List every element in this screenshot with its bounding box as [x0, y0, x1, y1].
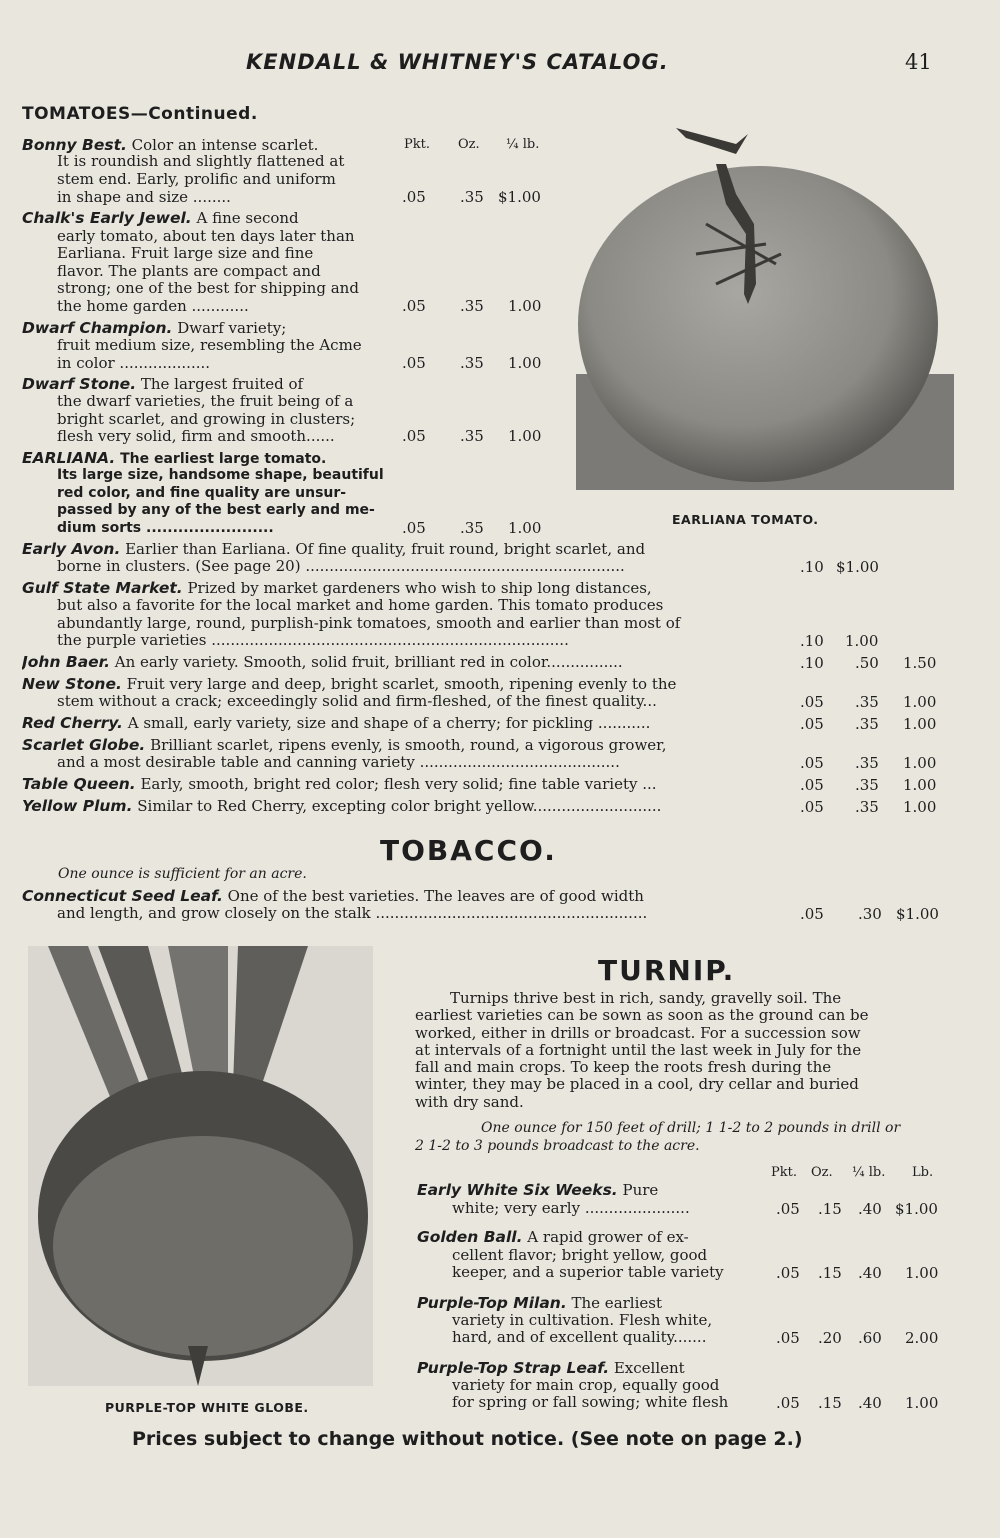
- price-pkt: .05: [776, 1264, 800, 1282]
- list-item: Table Queen. Early, smooth, bright red color; flesh very solid; fine table variety ...: [22, 776, 657, 793]
- price-pkt: .05: [800, 693, 824, 711]
- item-desc-line: flesh very solid, firm and smooth......: [57, 427, 335, 445]
- item-desc-line: the home garden ............: [57, 297, 249, 315]
- list-item: Purple-Top Strap Leaf. Excellent: [417, 1359, 685, 1377]
- item-desc-line: for spring or fall sowing; white flesh: [452, 1393, 729, 1411]
- item-desc-line: passed by any of the best early and me-: [57, 502, 375, 518]
- price-pkt: .05: [402, 188, 426, 206]
- price-pkt: .05: [402, 427, 426, 445]
- intro-line: worked, either in drills or broadcast. For a succession sow: [415, 1023, 861, 1042]
- list-item: Red Cherry. A small, early variety, size and shape of a cherry; for pickling ...........: [22, 715, 651, 732]
- list-item: Early White Six Weeks. Pure: [417, 1181, 659, 1199]
- price-quarter-lb: 1.00: [508, 519, 542, 537]
- price-oz: .35: [855, 798, 879, 816]
- price-oz: 1.00: [845, 632, 879, 650]
- price-quarter-lb: 1.00: [903, 693, 937, 711]
- price-oz: .20: [818, 1329, 842, 1347]
- intro-line: earliest varieties can be sown as soon as the ground can be: [415, 1006, 869, 1025]
- intro-line: with dry sand.: [415, 1092, 524, 1111]
- item-desc-line: borne in clusters. (See page 20) ...................................................................: [57, 558, 625, 575]
- price-pkt: .10: [800, 632, 824, 650]
- page-number: 41: [905, 50, 932, 74]
- intro-line: Turnips thrive best in rich, sandy, gravelly soil. The: [450, 989, 842, 1007]
- purple-top-turnip-image: [28, 946, 373, 1386]
- price-lb: $1.00: [895, 1200, 938, 1218]
- item-desc-line: bright scarlet, and growing in clusters;: [57, 410, 356, 428]
- price-oz: .35: [460, 427, 484, 445]
- col-header-lb: Lb.: [912, 1165, 934, 1180]
- price-pkt: .05: [776, 1394, 800, 1412]
- item-desc-line: red color, and fine quality are unsur-: [57, 485, 347, 501]
- price-oz: .35: [855, 693, 879, 711]
- note-line: 2 1-2 to 3 pounds broadcast to the acre.: [415, 1137, 700, 1154]
- price-pkt: .05: [776, 1200, 800, 1218]
- item-desc-line: abundantly large, round, purplish-pink tomatoes, smooth and earlier than most of: [57, 614, 681, 632]
- price-oz: .35: [855, 776, 879, 794]
- price-lb: 1.00: [905, 1394, 939, 1412]
- list-item: EARLIANA. The earliest large tomato.: [22, 449, 327, 467]
- item-desc-line: in shape and size ........: [57, 188, 231, 206]
- price-oz: .15: [818, 1394, 842, 1412]
- price-pkt: .05: [402, 297, 426, 315]
- price-pkt: .05: [402, 519, 426, 537]
- item-desc-line: stem without a crack; exceedingly solid and firm-fleshed, of the finest quality...: [57, 693, 657, 710]
- price-pkt: .05: [800, 754, 824, 772]
- list-item: Yellow Plum. Similar to Red Cherry, excepting color bright yellow...........................: [22, 798, 662, 815]
- list-item: New Stone. Fruit very large and deep, bright scarlet, smooth, ripening evenly to the: [22, 675, 677, 693]
- intro-line: winter, they may be placed in a cool, dry cellar and buried: [415, 1075, 859, 1094]
- intro-line: at intervals of a fortnight until the last week in July for the: [415, 1040, 862, 1059]
- list-item: Chalk's Early Jewel. A fine second: [22, 209, 299, 227]
- tobacco-heading: TOBACCO.: [380, 834, 557, 867]
- price-quarter-lb: .40: [858, 1264, 882, 1282]
- turnip-intro: [415, 989, 869, 1111]
- footer-note: Prices subject to change without notice. (See note on page 2.): [132, 1428, 803, 1450]
- price-quarter-lb: .40: [858, 1200, 882, 1218]
- item-desc-line: the dwarf varieties, the fruit being of a: [57, 392, 354, 410]
- list-item: Scarlet Globe. Brilliant scarlet, ripens evenly, is smooth, round, a vigorous grower,: [22, 737, 667, 754]
- item-desc-line: hard, and of excellent quality.......: [452, 1328, 707, 1346]
- list-item: Early Avon. Earlier than Earliana. Of fine quality, fruit round, bright scarlet, and: [22, 540, 646, 558]
- price-pkt: .05: [800, 905, 824, 923]
- price-pkt: .05: [776, 1329, 800, 1347]
- turnip-heading: TURNIP.: [598, 954, 736, 987]
- tomatoes-heading: TOMATOES—Continued.: [22, 104, 258, 124]
- item-desc-line: cellent flavor; bright yellow, good: [452, 1246, 708, 1264]
- price-quarter-lb: 1.00: [903, 715, 937, 733]
- col-header-pkt: Pkt.: [404, 137, 430, 152]
- item-desc-line: stem end. Early, prolific and uniform: [57, 170, 336, 188]
- earliana-caption: EARLIANA TOMATO.: [672, 512, 819, 527]
- price-pkt: .05: [800, 776, 824, 794]
- list-item: John Baer. An early variety. Smooth, solid fruit, brilliant red in color................: [22, 654, 623, 671]
- item-desc-line: variety for main crop, equally good: [452, 1376, 720, 1394]
- price-oz: .15: [818, 1264, 842, 1282]
- intro-line: fall and main crops. To keep the roots fresh during the: [415, 1058, 832, 1077]
- list-item: Connecticut Seed Leaf. One of the best varieties. The leaves are of good width: [22, 887, 644, 905]
- price-oz: .35: [460, 188, 484, 206]
- price-pkt: .05: [800, 798, 824, 816]
- price-quarter-lb: $1.00: [896, 905, 939, 923]
- price-oz: .50: [855, 654, 879, 672]
- col-header-quarter-lb: ¼ lb.: [852, 1165, 886, 1180]
- item-desc-line: and a most desirable table and canning variety ..........................................: [57, 754, 620, 771]
- turnip-caption: PURPLE-TOP WHITE GLOBE.: [105, 1400, 309, 1415]
- price-quarter-lb: 1.00: [903, 798, 937, 816]
- price-quarter-lb: .60: [858, 1329, 882, 1347]
- price-oz: .15: [818, 1200, 842, 1218]
- price-quarter-lb: .40: [858, 1394, 882, 1412]
- item-desc-line: but also a favorite for the local market and home garden. This tomato produces: [57, 596, 664, 614]
- list-item: Golden Ball. A rapid grower of ex-: [417, 1228, 689, 1246]
- price-oz: .35: [855, 715, 879, 733]
- note-line: One ounce for 150 feet of drill; 1 1-2 to 2 pounds in drill or: [481, 1120, 901, 1136]
- list-item: Dwarf Champion. Dwarf variety;: [22, 319, 287, 337]
- item-desc-line: variety in cultivation. Flesh white,: [452, 1311, 713, 1329]
- tobacco-note: One ounce is sufficient for an acre.: [58, 866, 307, 882]
- list-item: Dwarf Stone. The largest fruited of: [22, 375, 304, 393]
- price-quarter-lb: 1.50: [903, 654, 937, 672]
- price-lb: 2.00: [905, 1329, 939, 1347]
- item-desc-line: dium sorts ........................: [57, 520, 274, 536]
- turnip-note: [415, 1120, 900, 1155]
- item-desc-line: white; very early ......................: [452, 1199, 690, 1217]
- item-desc-line: Earliana. Fruit large size and fine: [57, 244, 314, 262]
- price-oz: .35: [460, 354, 484, 372]
- col-header-pkt: Pkt.: [771, 1165, 797, 1180]
- col-header-oz: Oz.: [458, 137, 480, 152]
- item-desc-line: in color ...................: [57, 354, 211, 372]
- list-item: Purple-Top Milan. The earliest: [417, 1294, 662, 1312]
- price-quarter-lb: 1.00: [508, 427, 542, 445]
- earliana-tomato-image: [576, 104, 954, 490]
- item-desc-line: Its large size, handsome shape, beautiful: [57, 467, 384, 483]
- item-desc-line: keeper, and a superior table variety: [452, 1263, 724, 1281]
- catalog-title: KENDALL & WHITNEY'S CATALOG.: [246, 50, 669, 74]
- price-quarter-lb: 1.00: [508, 297, 542, 315]
- item-desc-line: flavor. The plants are compact and: [57, 262, 321, 280]
- price-pkt: .05: [800, 715, 824, 733]
- item-desc-line: and length, and grow closely on the stalk .........................................................: [57, 905, 648, 922]
- price-quarter-lb: 1.00: [903, 776, 937, 794]
- price-pkt: .10: [800, 654, 824, 672]
- price-oz: .35: [460, 297, 484, 315]
- price-quarter-lb: $1.00: [498, 188, 541, 206]
- list-item: Bonny Best. Color an intense scarlet.: [22, 136, 319, 154]
- price-lb: 1.00: [905, 1264, 939, 1282]
- price-pkt: .05: [402, 354, 426, 372]
- list-item: Gulf State Market. Prized by market gardeners who wish to ship long distances,: [22, 579, 652, 597]
- item-desc-line: It is roundish and slightly flattened at: [57, 152, 345, 170]
- item-desc-line: fruit medium size, resembling the Acme: [57, 336, 362, 354]
- col-header-quarter-lb: ¼ lb.: [506, 137, 540, 152]
- price-quarter-lb: 1.00: [508, 354, 542, 372]
- item-desc-line: early tomato, about ten days later than: [57, 227, 355, 245]
- price-oz: .35: [460, 519, 484, 537]
- price-oz: .35: [855, 754, 879, 772]
- item-desc-line: strong; one of the best for shipping and: [57, 279, 359, 297]
- price-quarter-lb: 1.00: [903, 754, 937, 772]
- price-oz: $1.00: [836, 558, 879, 576]
- price-pkt: .10: [800, 558, 824, 576]
- col-header-oz: Oz.: [811, 1165, 833, 1180]
- item-desc-line: the purple varieties ...........................................................................: [57, 632, 569, 649]
- price-oz: .30: [858, 905, 882, 923]
